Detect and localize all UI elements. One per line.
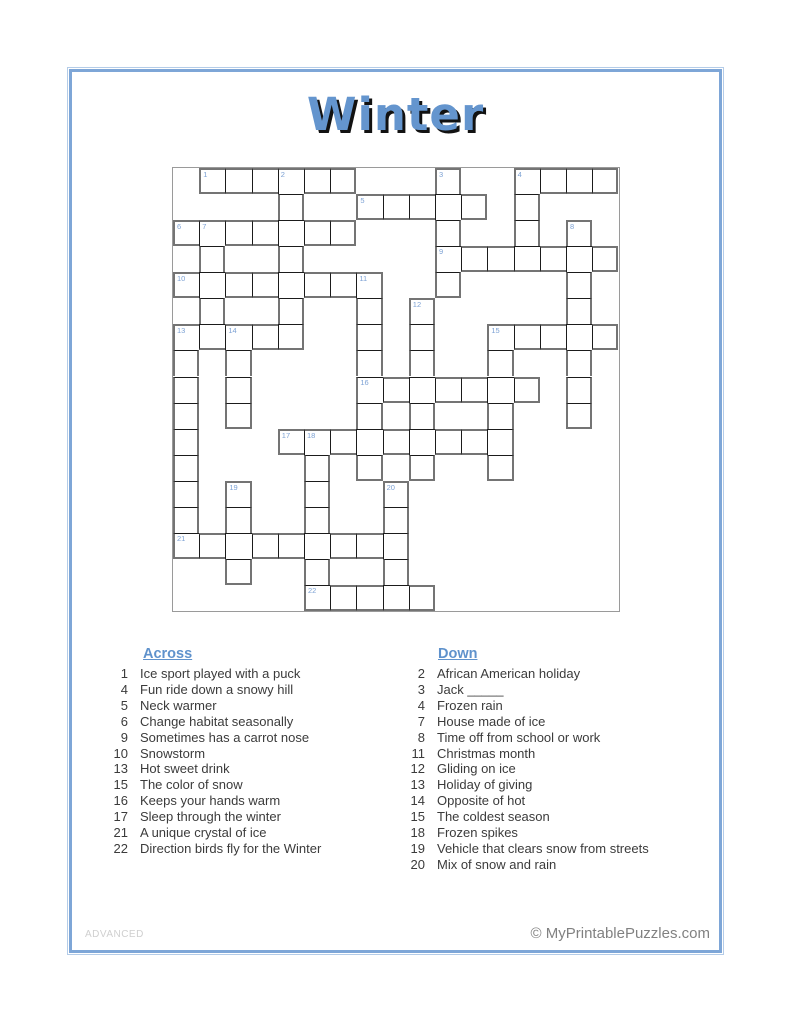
- grid-cell[interactable]: [252, 168, 278, 194]
- grid-cell[interactable]: [356, 585, 382, 611]
- grid-cell[interactable]: [304, 507, 330, 533]
- grid-cell[interactable]: [409, 298, 435, 324]
- clue-row: [98, 666, 390, 682]
- grid-cell[interactable]: [199, 324, 225, 350]
- clue-row: [98, 793, 390, 809]
- grid-cell[interactable]: [383, 533, 409, 559]
- grid-cell[interactable]: [540, 246, 566, 272]
- grid-cell[interactable]: [514, 194, 540, 220]
- grid-cell[interactable]: [278, 298, 304, 324]
- grid-cell[interactable]: [514, 377, 540, 403]
- grid-cell[interactable]: [304, 533, 330, 559]
- grid-cell[interactable]: [252, 272, 278, 298]
- clue-number: 4: [120, 681, 128, 697]
- clue-number: 10: [113, 745, 128, 761]
- grid-cell[interactable]: [514, 324, 540, 350]
- grid-cell[interactable]: [330, 220, 356, 246]
- down-clues-section: [395, 646, 727, 873]
- grid-cell[interactable]: [409, 194, 435, 220]
- grid-cell[interactable]: [383, 481, 409, 507]
- clue-number: 2: [417, 666, 425, 681]
- grid-cell[interactable]: [173, 324, 199, 350]
- cell-number: 12: [412, 300, 422, 310]
- grid-cell[interactable]: [278, 246, 304, 272]
- clue-text: Christmas month: [437, 745, 536, 761]
- cell-number: 1: [203, 170, 208, 179]
- grid-cell[interactable]: [330, 168, 356, 194]
- grid-cell[interactable]: [566, 298, 592, 324]
- grid-cell[interactable]: [566, 220, 592, 246]
- cell-number: 15: [491, 326, 500, 336]
- grid-cell[interactable]: [199, 246, 225, 272]
- grid-cell[interactable]: [330, 533, 356, 559]
- grid-cell[interactable]: [225, 168, 251, 194]
- grid-cell[interactable]: [199, 533, 225, 559]
- cell-number: 2: [280, 170, 285, 179]
- page-title: Winter: [306, 88, 485, 141]
- grid-cell[interactable]: [278, 220, 304, 246]
- cell-number: 14: [228, 326, 237, 336]
- clue-number: 13: [113, 761, 128, 777]
- grid-cell[interactable]: [304, 429, 330, 455]
- grid-cell[interactable]: [225, 533, 251, 559]
- grid-cell[interactable]: [514, 220, 540, 246]
- grid-cell[interactable]: [199, 220, 225, 246]
- grid-cell[interactable]: [173, 403, 199, 429]
- clue-row: [395, 825, 727, 841]
- cell-number: 7: [202, 222, 207, 232]
- grid-cell[interactable]: [461, 377, 487, 403]
- grid-cell[interactable]: [487, 246, 513, 272]
- clue-number: 8: [417, 729, 425, 745]
- across-header: Across: [143, 646, 193, 662]
- clue-text: Snowstorm: [140, 745, 206, 761]
- cell-number: 19: [229, 482, 238, 492]
- clue-text: House made of ice: [437, 713, 546, 729]
- clue-text: Mix of snow and rain: [437, 856, 557, 872]
- grid-cell[interactable]: [435, 429, 461, 455]
- clue-text: Ice sport played with a puck: [140, 666, 301, 681]
- grid-cell[interactable]: [173, 350, 199, 376]
- grid-cell[interactable]: [304, 585, 330, 611]
- grid-cell[interactable]: [278, 324, 304, 350]
- grid-cell[interactable]: [435, 220, 461, 246]
- clue-row: [395, 698, 727, 714]
- grid-cell[interactable]: [173, 533, 199, 559]
- clue-text: The coldest season: [437, 809, 550, 825]
- grid-cell[interactable]: [409, 377, 435, 403]
- grid-cell[interactable]: [173, 507, 199, 533]
- clue-number: 4: [417, 697, 425, 713]
- grid-cell[interactable]: [383, 377, 409, 403]
- grid-cell[interactable]: [356, 298, 382, 324]
- grid-cell[interactable]: [409, 429, 435, 455]
- cell-number: 11: [359, 274, 368, 284]
- grid-cell[interactable]: [566, 272, 592, 298]
- grid-cell[interactable]: [330, 429, 356, 455]
- clue-text: Jack _____: [437, 681, 504, 697]
- grid-cell[interactable]: [356, 272, 382, 298]
- grid-cell[interactable]: [304, 220, 330, 246]
- clue-text: A unique crystal of ice: [140, 825, 267, 841]
- clue-number: 3: [417, 681, 425, 697]
- grid-cell[interactable]: [592, 168, 618, 194]
- clue-row: [395, 682, 727, 698]
- grid-cell[interactable]: [566, 168, 592, 194]
- grid-cell[interactable]: [383, 559, 409, 585]
- cell-number: 10: [177, 274, 186, 284]
- copyright-label: © MyPrintablePuzzles.com: [530, 925, 710, 942]
- clue-text: Frozen spikes: [437, 825, 518, 841]
- grid-cell[interactable]: [461, 429, 487, 455]
- grid-cell[interactable]: [540, 168, 566, 194]
- clue-row: [98, 777, 390, 793]
- clue-text: Direction birds fly for the Winter: [140, 840, 322, 856]
- grid-cell[interactable]: [435, 246, 461, 272]
- clue-text: Hot sweet drink: [140, 761, 230, 777]
- down-list: [395, 666, 727, 873]
- clue-text: Gliding on ice: [437, 761, 516, 777]
- grid-cell[interactable]: [252, 324, 278, 350]
- grid-cell[interactable]: [252, 220, 278, 246]
- clue-number: 17: [113, 809, 128, 825]
- clue-row: [395, 761, 727, 777]
- clue-number: 22: [113, 840, 128, 856]
- grid-cell[interactable]: [487, 455, 513, 481]
- clue-number: 16: [113, 793, 128, 809]
- grid-cell[interactable]: [199, 272, 225, 298]
- grid-cell[interactable]: [173, 481, 199, 507]
- clue-row: [98, 730, 390, 746]
- grid-cell[interactable]: [278, 272, 304, 298]
- cell-number: 18: [307, 430, 316, 440]
- grid-cell[interactable]: [383, 507, 409, 533]
- grid-cell[interactable]: [225, 350, 251, 376]
- clue-row: [395, 714, 727, 730]
- grid-cell[interactable]: [356, 194, 382, 220]
- grid-cell[interactable]: [225, 377, 251, 403]
- clue-text: Change habitat seasonally: [140, 713, 294, 729]
- grid-cell[interactable]: [487, 403, 513, 429]
- grid-cell[interactable]: [409, 403, 435, 429]
- grid-cell[interactable]: [278, 533, 304, 559]
- grid-cell[interactable]: [356, 429, 382, 455]
- clue-row: [98, 761, 390, 777]
- clue-number: 9: [120, 729, 128, 745]
- cell-number: 21: [177, 533, 186, 543]
- clue-number: 7: [417, 713, 425, 729]
- clue-number: 19: [410, 840, 425, 856]
- clue-text: Fun ride down a snowy hill: [140, 681, 294, 697]
- cell-number: 4: [517, 170, 522, 179]
- grid-cell[interactable]: [356, 455, 382, 481]
- clue-row: [98, 746, 390, 762]
- grid-cell[interactable]: [592, 246, 618, 272]
- clue-text: Neck warmer: [140, 697, 217, 713]
- clue-row: [395, 857, 727, 873]
- grid-cell[interactable]: [278, 194, 304, 220]
- clue-number: 11: [411, 745, 425, 761]
- grid-cell[interactable]: [514, 168, 540, 194]
- cell-number: 13: [177, 326, 186, 336]
- grid-cell[interactable]: [173, 377, 199, 403]
- grid-cell[interactable]: [199, 298, 225, 324]
- grid-cell[interactable]: [304, 168, 330, 194]
- grid-cell[interactable]: [461, 246, 487, 272]
- clue-text: Sometimes has a carrot nose: [140, 729, 310, 745]
- clue-text: African American holiday: [437, 666, 581, 681]
- grid-cell[interactable]: [461, 194, 487, 220]
- grid-cell[interactable]: [225, 507, 251, 533]
- cell-number: 3: [439, 170, 444, 179]
- grid-cell[interactable]: [330, 272, 356, 298]
- grid-cell[interactable]: [487, 377, 513, 403]
- clue-number: 15: [113, 777, 128, 793]
- grid-cell[interactable]: [304, 272, 330, 298]
- clue-number: 1: [120, 666, 128, 681]
- crossword-grid: [172, 167, 620, 612]
- grid-cell[interactable]: [304, 481, 330, 507]
- grid-cell[interactable]: [356, 324, 382, 350]
- grid-cell[interactable]: [566, 324, 592, 350]
- grid-cell[interactable]: [356, 350, 382, 376]
- grid-cell[interactable]: [225, 559, 251, 585]
- grid-cell[interactable]: [225, 481, 251, 507]
- clue-number: 21: [113, 825, 128, 841]
- clue-row: [98, 682, 390, 698]
- clue-number: 15: [410, 809, 425, 825]
- clue-text: Opposite of hot: [437, 793, 526, 809]
- clue-row: [98, 809, 390, 825]
- grid-cell[interactable]: [356, 403, 382, 429]
- cell-number: 22: [308, 586, 317, 595]
- clue-row: [395, 809, 727, 825]
- clue-number: 20: [410, 856, 425, 872]
- grid-cell[interactable]: [383, 194, 409, 220]
- grid-cell[interactable]: [173, 220, 199, 246]
- grid-cell[interactable]: [566, 403, 592, 429]
- cell-number: 6: [177, 222, 182, 232]
- clue-row: [395, 841, 727, 857]
- grid-cell[interactable]: [278, 168, 304, 194]
- grid-cell[interactable]: [225, 220, 251, 246]
- cell-number: 20: [386, 482, 395, 492]
- clue-row: [395, 777, 727, 793]
- grid-cell[interactable]: [435, 272, 461, 298]
- clue-row: [395, 746, 727, 762]
- cell-number: 5: [360, 196, 365, 206]
- clue-text: Holiday of giving: [437, 777, 533, 793]
- grid-cell[interactable]: [199, 168, 225, 194]
- clue-text: Vehicle that clears snow from streets: [437, 840, 649, 856]
- grid-cell[interactable]: [173, 272, 199, 298]
- grid-cell[interactable]: [304, 559, 330, 585]
- clue-row: [98, 841, 390, 857]
- across-clues-section: [98, 646, 390, 857]
- difficulty-label: ADVANCED: [85, 929, 144, 940]
- cell-number: 9: [439, 247, 444, 257]
- clue-number: 5: [120, 697, 128, 713]
- clue-row: [395, 793, 727, 809]
- clue-row: [395, 666, 727, 682]
- grid-cell[interactable]: [330, 585, 356, 611]
- grid-cell[interactable]: [173, 455, 199, 481]
- cell-number: 17: [281, 430, 291, 440]
- clue-text: Time off from school or work: [437, 729, 601, 745]
- cell-number: 8: [570, 222, 575, 232]
- grid-cell[interactable]: [435, 194, 461, 220]
- grid-cell[interactable]: [409, 350, 435, 376]
- across-list: [98, 666, 390, 857]
- grid-cell[interactable]: [252, 533, 278, 559]
- grid-cell[interactable]: [487, 324, 513, 350]
- down-header: Down: [438, 646, 478, 662]
- clue-row: [98, 825, 390, 841]
- grid-cell[interactable]: [435, 377, 461, 403]
- clue-row: [395, 730, 727, 746]
- grid-cell[interactable]: [540, 324, 566, 350]
- grid-cell[interactable]: [383, 429, 409, 455]
- clue-row: [98, 714, 390, 730]
- grid-cell[interactable]: [435, 168, 461, 194]
- grid-cell[interactable]: [566, 246, 592, 272]
- grid-cell[interactable]: [356, 377, 382, 403]
- grid-cell[interactable]: [383, 585, 409, 611]
- grid-cell[interactable]: [566, 350, 592, 376]
- clue-number: 14: [410, 793, 425, 809]
- grid-cell[interactable]: [225, 403, 251, 429]
- clue-text: Sleep through the winter: [140, 809, 281, 825]
- cell-number: 16: [360, 377, 369, 387]
- grid-cell[interactable]: [173, 429, 199, 455]
- grid-cell[interactable]: [409, 585, 435, 611]
- clue-number: 12: [410, 761, 425, 777]
- grid-cell[interactable]: [409, 324, 435, 350]
- clue-number: 6: [120, 713, 128, 729]
- clue-row: [98, 698, 390, 714]
- grid-cell[interactable]: [304, 455, 330, 481]
- grid-cell[interactable]: [514, 246, 540, 272]
- clue-text: Frozen rain: [437, 697, 503, 713]
- grid-cell[interactable]: [409, 455, 435, 481]
- clue-number: 18: [410, 825, 425, 841]
- grid-cell[interactable]: [356, 533, 382, 559]
- grid-cell[interactable]: [592, 324, 618, 350]
- clue-number: 13: [410, 777, 425, 793]
- grid-cell[interactable]: [225, 272, 251, 298]
- grid-cell[interactable]: [487, 350, 513, 376]
- grid-cell[interactable]: [566, 377, 592, 403]
- grid-cell[interactable]: [487, 429, 513, 455]
- clue-text: The color of snow: [140, 777, 243, 793]
- clue-text: Keeps your hands warm: [140, 793, 281, 809]
- grid-cell[interactable]: [278, 429, 304, 455]
- grid-cell[interactable]: [225, 324, 251, 350]
